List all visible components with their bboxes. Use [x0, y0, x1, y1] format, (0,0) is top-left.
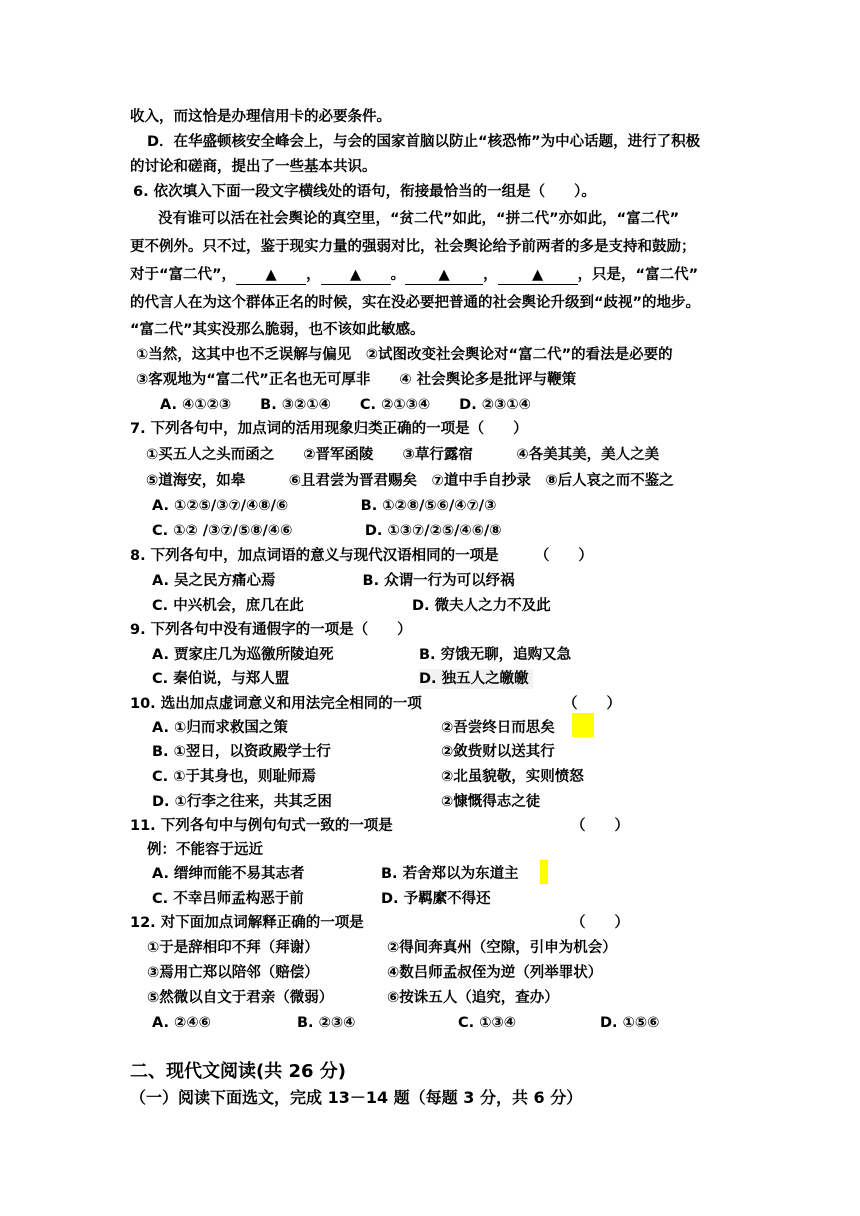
passage-line-blanks: 对于“富二代”， ▲ ， ▲ 。 ▲ ， ▲ ，只是，“富二代” — [130, 267, 699, 283]
question-10: 10. 选出加点虚词意义和用法完全相同的一项 — [130, 696, 422, 712]
choice-8-d: D. 微夫人之力不及此 — [412, 598, 551, 614]
item-12-1: ①于是辞相印不拜（拜谢） — [147, 940, 319, 956]
passage-line: 的代言人在为这个群体正名的时候，实在没必要把普通的社会舆论升级到“歧视”的地步。 — [130, 295, 701, 311]
choice-12-c: C. ①③④ — [458, 1015, 517, 1031]
choices-6: A. ④①②③ B. ③②①④ C. ②①③④ D. ②③①④ — [160, 397, 531, 413]
choice-12-a: A. ②④⑥ — [152, 1015, 211, 1031]
question-12: 12. 对下面加点词解释正确的一项是 — [130, 915, 364, 931]
text-line: D．在华盛顿核安全峰会上，与会的国家首脑以防止“核恐怖”为中心话题，进行了积极 — [147, 134, 701, 150]
text-line: 收入，而这恰是办理信用卡的必要条件。 — [130, 109, 391, 125]
passage-line: 没有谁可以活在社会舆论的真空里，“贫二代”如此，“拼二代”亦如此，“富二代” — [158, 211, 680, 227]
highlight-mark — [540, 860, 548, 884]
choice-9-c: C. 秦伯说，与郑人盟 — [152, 671, 290, 687]
question-11: 11. 下列各句中与例句句式一致的一项是 — [130, 818, 393, 834]
blank-4[interactable]: ▲ — [498, 267, 578, 285]
blank-2[interactable]: ▲ — [321, 267, 391, 285]
question-9: 9. 下列各句中没有通假字的一项是（ ） — [130, 622, 412, 638]
example-11: 例：不能容于远近 — [147, 842, 263, 858]
choice-10-b2: ②敛赀财以送其行 — [441, 744, 555, 760]
choices-7-ab: A. ①②⑤/③⑦/④⑧/⑥ B. ①②⑧/⑤⑥/④⑦/③ — [152, 498, 497, 514]
sentence-line: ⑤道海安，如皋 ⑥且君尝为晋君赐矣 ⑦道中手自抄录 ⑧后人哀之而不鉴之 — [146, 473, 674, 489]
choice-12-d: D. ①⑤⑥ — [600, 1015, 660, 1031]
item-12-6: ⑥按诛五人（追究，查办） — [387, 990, 559, 1006]
subsection-heading: （一）阅读下面选文，完成 13－14 题（每题 3 分，共 6 分） — [130, 1088, 583, 1107]
choice-8-c: C. 中兴机会，庶几在此 — [152, 598, 304, 614]
choice-11-d: D. 予羁縻不得还 — [381, 891, 491, 907]
choice-10-b1: B. ①翌日，以资政殿学士行 — [152, 744, 331, 760]
choice-10-c2: ②北虽貌敬，实则愤怒 — [441, 769, 584, 785]
choice-10-c1: C. ①于其身也，则耻师焉 — [152, 769, 316, 785]
option-line: ①当然，这其中也不乏误解与偏见 ②试图改变社会舆论对“富二代”的看法是必要的 — [136, 347, 673, 363]
blank-1[interactable]: ▲ — [236, 267, 306, 285]
choice-10-d2: ②慷慨得志之徒 — [441, 794, 541, 810]
item-12-3: ③焉用亡郑以陪邻（赔偿） — [147, 965, 319, 981]
answer-paren: （ ） — [571, 915, 629, 931]
choice-9-b: B. 穷饿无聊，追购又急 — [419, 647, 572, 663]
choice-10-d1: D. ①行李之往来，共其乏困 — [152, 794, 332, 810]
item-12-4: ④数吕师孟叔侄为逆（列举罪状） — [387, 965, 603, 981]
item-12-5: ⑤然微以自文于君亲（微弱） — [147, 990, 334, 1006]
choice-9-a: A. 贾家庄几为巡徼所陵迫死 — [152, 647, 334, 663]
answer-paren: （ ） — [571, 818, 629, 834]
highlight-mark — [572, 713, 594, 737]
text-line: 的讨论和磋商，提出了一些基本共识。 — [130, 159, 377, 175]
choices-7-cd: C. ①② /③⑦/⑤⑧/④⑥ D. ①③⑦/②⑤/④⑥/⑧ — [152, 523, 502, 539]
choice-12-b: B. ②③④ — [297, 1015, 356, 1031]
passage-line: “富二代”其实没那么脆弱，也不该如此敏感。 — [130, 322, 425, 338]
section-heading: 二、现代文阅读(共 26 分) — [130, 1061, 347, 1082]
choice-10-a1: A. ①归而求救国之策 — [152, 720, 288, 736]
question-8: 8. 下列各句中，加点词语的意义与现代汉语相同的一项是 （ ） — [130, 548, 593, 564]
choices-8-ab: A. 吴之民方痛心焉 B. 众谓一行为可以纾祸 — [152, 573, 515, 589]
choice-10-a2: ②吾尝终日而思矣 — [441, 720, 555, 736]
option-line: ③客观地为“富二代”正名也无可厚非 ④ 社会舆论多是批评与鞭策 — [136, 372, 577, 388]
blank-3[interactable]: ▲ — [405, 267, 483, 285]
choice-11-c: C. 不幸吕师孟构恶于前 — [152, 891, 304, 907]
answer-paren: （ ） — [563, 696, 621, 712]
choice-9-d: D. 独五人之皦皦 — [419, 669, 533, 689]
question-7: 7. 下列各句中，加点词的活用现象归类正确的一项是（ ） — [130, 421, 528, 437]
passage-line: 更不例外。只不过，鉴于现实力量的强弱对比，社会舆论给予前两者的多是支持和鼓励； — [130, 239, 696, 255]
sentence-line: ①买五人之头而函之 ②晋军函陵 ③草行露宿 ④各美其美，美人之美 — [146, 447, 660, 463]
item-12-2: ②得间奔真州（空隙，引申为机会） — [387, 940, 617, 956]
choice-11-b: B. 若舍郑以为东道主 — [381, 866, 519, 882]
question-6: 6. 依次填入下面一段文字横线处的语句，衔接最恰当的一组是（ ）。 — [133, 184, 596, 200]
choice-11-a: A. 缙绅而能不易其志者 — [152, 866, 305, 882]
